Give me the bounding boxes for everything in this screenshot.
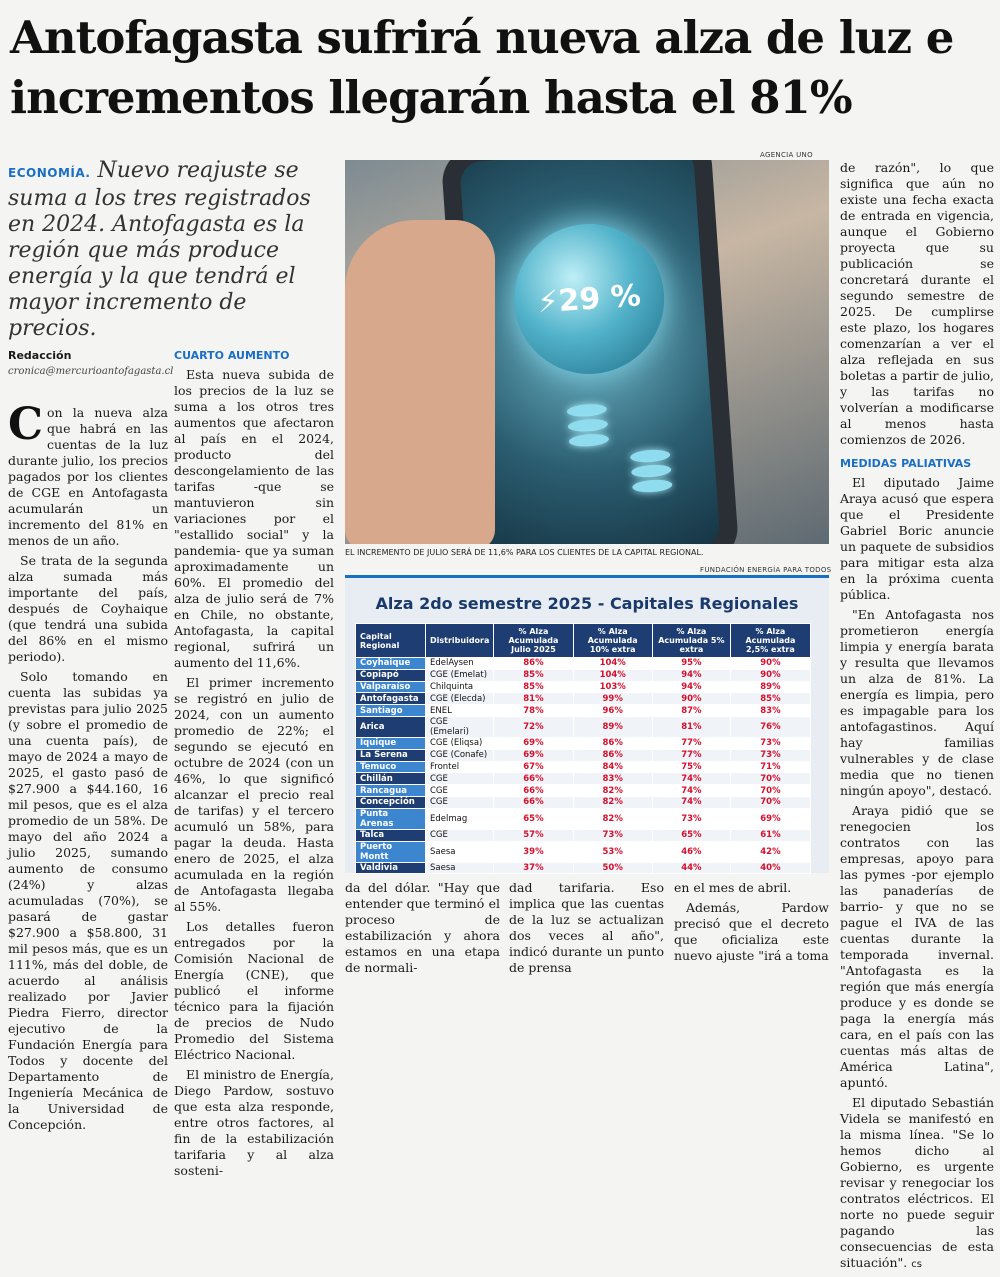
col4-paragraph-3: "En Antofagasta nos prometieron energía limpia y energía barata y resulta que llevamos un alza de 81%. La energía es limpia, pero es impagable para los antofagastinos. Aquí hay familias vulnerables y de clase media que no tienen ningún apoyo", destacó. (840, 607, 994, 798)
cell-distribuidora: CGE (426, 773, 494, 785)
cell-capital: Valparaíso (356, 681, 426, 693)
cell-distribuidora: CGE (Elecda) (426, 693, 494, 705)
cell-5-extra: 90% (652, 693, 730, 705)
cell-capital: Punta Arenas (356, 808, 426, 829)
col2-paragraph-2: El primer incremento se registró en julio de 2024, con un aumento promedio de 22%; el segundo se ejecutó en octubre de 2024 (con un 46%, lo que significó alcanzar el precio real de tarifas) y el tercero acumuló un 58%, para pagar la deuda. Hasta enero de 2025, el alza acumulada en la región de Antofagasta llegaba al 55%. (174, 675, 334, 914)
cell-capital: La Serena (356, 749, 426, 761)
header-10: % Alza Acumulada 10% extra (573, 624, 652, 658)
cell-julio: 66% (494, 785, 573, 797)
header-capital: Capital Regional (356, 624, 426, 658)
infobox-title: Alza 2do semestre 2025 - Capitales Regionales (375, 594, 799, 613)
cell-distribuidora: CGE (Eliqsa) (426, 737, 494, 749)
cell-distribuidora: Frontel (426, 761, 494, 773)
cell-5-extra: 65% (652, 829, 730, 841)
bottom-paragraph-3a: en el mes de abril. (674, 880, 792, 895)
cell-25-extra: 89% (730, 681, 810, 693)
drop-cap: C (8, 399, 44, 450)
byline-email[interactable]: cronica@mercurioantofagasta.cl (8, 366, 174, 377)
cell-10-extra: 99% (573, 693, 652, 705)
cell-5-extra: 74% (652, 785, 730, 797)
cell-10-extra: 96% (573, 705, 652, 717)
table-row (356, 716, 811, 737)
cell-capital: Concepción (356, 796, 426, 808)
table-row (356, 669, 811, 681)
cell-capital: Coyhaique (356, 658, 426, 670)
table-row (356, 785, 811, 797)
coin-icon (631, 464, 672, 479)
section-heading-medidas-paliativas: MEDIDAS PALIATIVAS (840, 457, 972, 470)
cell-capital: Temuco (356, 761, 426, 773)
header-distribuidora: Distribuidora (426, 624, 494, 658)
cell-julio: 57% (494, 829, 573, 841)
table-row (356, 761, 811, 773)
cell-distribuidora: Saesa (426, 841, 494, 862)
cell-5-extra: 95% (652, 658, 730, 670)
cell-10-extra: 50% (573, 862, 652, 874)
table-row (356, 862, 811, 874)
cell-capital: Antofagasta (356, 693, 426, 705)
cell-capital: Puerto Montt (356, 841, 426, 862)
cell-distribuidora: CGE (Emelari) (426, 716, 494, 737)
header-25: % Alza Acumulada 2,5% extra (730, 624, 810, 658)
bottom-column-3 (674, 880, 829, 968)
col4-paragraph-1: de razón", lo que significa que aún no existe una fecha exacta de entrada en vigencia, aunque el Gobierno proyecta que su publicación se concretará durante el segundo semestre de 2025. De cumplirse este plazo, los hogares comenzarían a ver el alza reflejada en sus boletas a partir de julio, y las tarifas no volverían a modificarse al menos hasta comienzos de 2026. (840, 160, 994, 447)
cell-julio: 67% (494, 761, 573, 773)
table-row (356, 773, 811, 785)
screen-percentage: ⚡29 % (536, 278, 642, 321)
cell-25-extra: 83% (730, 705, 810, 717)
cell-julio: 69% (494, 737, 573, 749)
infobox-credit: FUNDACIÓN ENERGÍA PARA TODOS (700, 566, 832, 574)
cell-25-extra: 70% (730, 785, 810, 797)
cell-10-extra: 86% (573, 749, 652, 761)
cell-5-extra: 44% (652, 862, 730, 874)
cell-5-extra: 94% (652, 669, 730, 681)
cell-distribuidora: CGE (Conafe) (426, 749, 494, 761)
cell-10-extra: 86% (573, 737, 652, 749)
cell-capital: Chillán (356, 773, 426, 785)
col2-paragraph-1: Esta nueva subida de los precios de la luz se suma a los otros tres aumentos que afectaron al país en el 2024, producto del descongelamiento de las tarifas -que se mantuvieron sin variaciones por el "estallido social" y la pandemia- que ya suman aproximadamente un 60%. El promedio del alza de julio será de 7% en Chile, no obstante, Antofagasta, la capital regional, sufrirá un aumento del 11,6%. (174, 367, 334, 670)
cell-julio: 69% (494, 749, 573, 761)
cell-25-extra: 42% (730, 841, 810, 862)
lead-kicker: ECONOMÍA. (8, 166, 91, 180)
cell-5-extra: 74% (652, 773, 730, 785)
bottom-column-2 (509, 880, 664, 980)
cell-capital: Copiapó (356, 669, 426, 681)
section-heading-cuarto-aumento: CUARTO AUMENTO (174, 349, 290, 362)
rates-table (355, 623, 811, 874)
coin-icon (569, 433, 610, 448)
table-row (356, 681, 811, 693)
cell-5-extra: 46% (652, 841, 730, 862)
headline: Antofagasta sufrirá nueva alza de luz e incrementos llegarán hasta el 81% (10, 11, 954, 124)
col2-paragraph-3: Los detalles fueron entregados por la Comisión Nacional de Energía (CNE), que publicó el informe técnico para la fijación de precios de Nudo Promedio del Sistema Eléctrico Nacional. (174, 919, 334, 1062)
cell-capital: Arica (356, 716, 426, 737)
bottom-paragraph-3b: Además, Pardow precisó que el decreto que oficializa este nuevo ajuste "irá a toma (674, 900, 829, 963)
cell-distribuidora: CGE (426, 829, 494, 841)
energy-bubble (509, 219, 669, 379)
cell-5-extra: 74% (652, 796, 730, 808)
col1-paragraph-3: Solo tomando en cuenta las subidas ya previstas para julio 2025 (y sobre el promedio de una cuenta país), de mayo de 2024 a mayo de 2025, el gasto pasó de $27.900 a $44.160, 16 mil pesos, que es el alza promedio de un 58%. De mayo del año 2024 a julio 2025, sumando aumento de consumo (24%) y alzas acumuladas (70%), se pasará de gastar $27.900 a $58.800, 31 mil pesos más, que es un 111%, más del doble, de acuerdo al análisis realizado por Javier Piedra Fierro, director ejecutivo de la Fundación Energía para Todos y docente del Departamento de Ingeniería Mecánica de la Universidad de Concepción. (8, 669, 168, 1132)
cell-10-extra: 82% (573, 808, 652, 829)
cell-julio: 78% (494, 705, 573, 717)
cell-5-extra: 77% (652, 737, 730, 749)
cell-5-extra: 94% (652, 681, 730, 693)
cell-julio: 85% (494, 681, 573, 693)
cell-10-extra: 104% (573, 669, 652, 681)
end-mark-icon: cs (911, 1259, 922, 1270)
cell-capital: Rancagua (356, 785, 426, 797)
cell-julio: 39% (494, 841, 573, 862)
header-julio: % Alza Acumulada Julio 2025 (494, 624, 573, 658)
col4-paragraph-4: Araya pidió que se renegocien los contratos con las empresas, apoyo para las pymes -por ejemplo las panaderías de barrio- y que no se pague el IVA de las cuentas durante la temporada invernal. "Antofagasta es la región que más energía produce y es donde se paga la energía más cara, en el país con las cuentas más altas de América Latina", apuntó. (840, 803, 994, 1090)
cell-25-extra: 90% (730, 658, 810, 670)
cell-julio: 65% (494, 808, 573, 829)
cell-10-extra: 83% (573, 773, 652, 785)
col1-paragraph-1: on la nueva alza que habrá en las cuentas de la luz durante julio, los precios pagados por los clientes de CGE en Antofagasta acumularán un incremento del 81% en menos de un año. (8, 405, 168, 548)
cell-10-extra: 84% (573, 761, 652, 773)
cell-distribuidora: CGE (Emelat) (426, 669, 494, 681)
table-row (356, 737, 811, 749)
cell-10-extra: 103% (573, 681, 652, 693)
cell-distribuidora: Edelmag (426, 808, 494, 829)
cell-distribuidora: CGE (426, 796, 494, 808)
cell-5-extra: 77% (652, 749, 730, 761)
table-row (356, 841, 811, 862)
byline-author: Redacción (8, 349, 72, 362)
cell-25-extra: 71% (730, 761, 810, 773)
cell-25-extra: 73% (730, 749, 810, 761)
header-5: % Alza Acumulada 5% extra (652, 624, 730, 658)
lead-paragraph (8, 158, 333, 342)
cell-julio: 37% (494, 862, 573, 874)
phone-screen (459, 160, 720, 544)
cell-25-extra: 69% (730, 808, 810, 829)
cell-5-extra: 75% (652, 761, 730, 773)
cell-5-extra: 73% (652, 808, 730, 829)
article-photo (345, 160, 829, 544)
cell-distribuidora: CGE (426, 785, 494, 797)
cell-capital: Valdivia (356, 862, 426, 874)
coin-icon (630, 449, 671, 464)
cell-julio: 86% (494, 658, 573, 670)
table-row (356, 749, 811, 761)
cell-distribuidora: Chilquinta (426, 681, 494, 693)
cell-julio: 72% (494, 716, 573, 737)
table-row (356, 693, 811, 705)
cell-10-extra: 89% (573, 716, 652, 737)
cell-25-extra: 85% (730, 693, 810, 705)
article-column-2 (174, 348, 334, 1183)
cell-distribuidora: EdelAysen (426, 658, 494, 670)
table-row (356, 796, 811, 808)
cell-julio: 85% (494, 669, 573, 681)
cell-25-extra: 40% (730, 862, 810, 874)
cell-25-extra: 70% (730, 773, 810, 785)
table-header-row (356, 624, 811, 658)
bottom-column-1 (345, 880, 500, 980)
infobox-table (345, 575, 829, 873)
photo-credit: AGENCIA UNO (760, 151, 813, 159)
col2-paragraph-4: El ministro de Energía, Diego Pardow, sostuvo que esta alza responde, entre otros factores, al fin de la estabilización tarifaria y al alza sosteni- (174, 1067, 334, 1178)
coin-icon (568, 418, 609, 433)
cell-capital: Iquique (356, 737, 426, 749)
bottom-paragraph-1: da del dólar. "Hay que entender que terminó el proceso de estabilización y ahora estamos en una etapa de normali- (345, 880, 500, 975)
cell-5-extra: 81% (652, 716, 730, 737)
hand-illustration (345, 220, 495, 544)
cell-10-extra: 53% (573, 841, 652, 862)
col1-paragraph-2: Se trata de la segunda alza sumada más importante del país, después de Coyhaique (que tendrá una subida del 86% en el mismo periodo). (8, 553, 168, 664)
cell-25-extra: 76% (730, 716, 810, 737)
cell-5-extra: 87% (652, 705, 730, 717)
col4-paragraph-5: El diputado Sebastián Videla se manifestó en la misma línea. "Se lo hemos dicho al Gobierno, es urgente revisar y renegociar los contratos eléctricos. El norte no puede seguir pagando las consecuencias de esta situación". (840, 1095, 994, 1270)
cell-julio: 66% (494, 796, 573, 808)
cell-distribuidora: ENEL (426, 705, 494, 717)
cell-25-extra: 90% (730, 669, 810, 681)
cell-julio: 66% (494, 773, 573, 785)
cell-capital: Santiago (356, 705, 426, 717)
cell-10-extra: 82% (573, 796, 652, 808)
article-column-4 (840, 160, 994, 1277)
cell-25-extra: 61% (730, 829, 810, 841)
article-column-1 (8, 399, 168, 1137)
coin-icon (632, 479, 673, 494)
byline (8, 348, 174, 379)
bottom-paragraph-2: dad tarifaria. Eso implica que las cuentas de la luz se actualizan dos veces al año", indicó durante un punto de prensa (509, 880, 664, 975)
lead-text: Nuevo reajuste se suma a los tres registrados en 2024. Antofagasta es la región que más produce energía y la que tendrá el mayor incremento de precios. (8, 158, 311, 341)
table-row (356, 705, 811, 717)
table-row (356, 658, 811, 670)
photo-caption: EL INCREMENTO DE JULIO SERÁ DE 11,6% PARA LOS CLIENTES DE LA CAPITAL REGIONAL. (345, 548, 704, 557)
col4-paragraph-2: El diputado Jaime Araya acusó que espera que el Presidente Gabriel Boric anuncie un paquete de subsidios para mitigar esta alza en la próxima cuenta pública. (840, 475, 994, 602)
cell-10-extra: 82% (573, 785, 652, 797)
cell-25-extra: 70% (730, 796, 810, 808)
cell-10-extra: 104% (573, 658, 652, 670)
coin-icon (566, 403, 607, 418)
cell-25-extra: 73% (730, 737, 810, 749)
table-row (356, 829, 811, 841)
cell-julio: 81% (494, 693, 573, 705)
table-row (356, 808, 811, 829)
cell-distribuidora: Saesa (426, 862, 494, 874)
cell-capital: Talca (356, 829, 426, 841)
cell-10-extra: 73% (573, 829, 652, 841)
